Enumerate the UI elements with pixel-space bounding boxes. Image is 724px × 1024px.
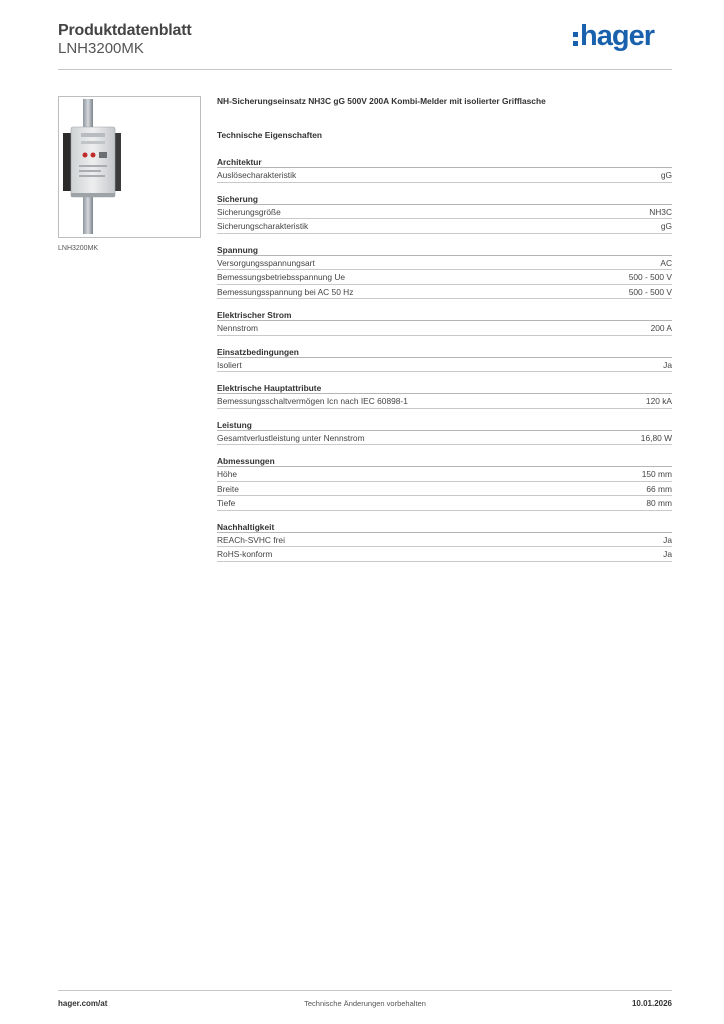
property-row <box>217 256 672 271</box>
product-description: NH-Sicherungseinsatz NH3C gG 500V 200A Kombi-Melder mit isolierter Grifflasche <box>217 96 546 106</box>
section-einsatzbedingungen <box>217 346 672 373</box>
property-value: Ja <box>663 359 672 370</box>
property-value: 200 A <box>650 323 672 333</box>
section-elektrischer-strom <box>217 309 672 336</box>
section-elektrische-hauptattribute <box>217 382 672 409</box>
property-row <box>217 168 672 183</box>
property-value: Ja <box>663 534 672 545</box>
section-abmessungen <box>217 455 672 511</box>
property-label: Auslösecharakteristik <box>217 170 297 180</box>
product-image <box>58 96 201 238</box>
product-number: LNH3200MK <box>58 40 144 57</box>
section-leistung <box>217 419 672 446</box>
property-value: 500 - 500 V <box>628 286 672 297</box>
technical-properties-heading: Technische Eigenschaften <box>217 130 323 140</box>
property-label: Isoliert <box>217 359 242 370</box>
section-title: Nachhaltigkeit <box>217 521 672 533</box>
page-footer <box>58 990 672 1010</box>
property-label: Sicherungsgröße <box>217 206 281 217</box>
fuse-illustration-icon <box>59 97 200 237</box>
footer-date: 10.01.2026 <box>631 999 672 1008</box>
property-value: NH3C <box>649 206 672 217</box>
property-row <box>217 285 672 300</box>
property-value: 500 - 500 V <box>628 272 672 282</box>
property-row <box>217 467 672 482</box>
property-row <box>217 270 672 285</box>
footer-website: hager.com/at <box>58 999 108 1008</box>
property-row <box>217 358 672 373</box>
property-row <box>217 547 672 562</box>
product-details <box>217 96 672 572</box>
section-title: Elektrischer Strom <box>217 309 672 321</box>
property-row <box>217 533 672 548</box>
property-label: Sicherungscharakteristik <box>217 221 309 231</box>
property-label: Nennstrom <box>217 323 258 333</box>
property-label: REACh-SVHC frei <box>217 534 285 545</box>
section-title: Elektrische Hauptattribute <box>217 382 672 394</box>
property-row <box>217 205 672 220</box>
footer-disclaimer: Technische Änderungen vorbehalten <box>304 999 426 1008</box>
image-caption: LNH3200MK <box>58 245 99 252</box>
property-row <box>217 482 672 497</box>
section-nachhaltigkeit <box>217 521 672 562</box>
property-label: Höhe <box>217 469 238 479</box>
property-row <box>217 431 672 446</box>
property-row <box>217 321 672 336</box>
property-label: Bemessungsschaltvermögen Icn nach IEC 60898-1 <box>217 396 408 406</box>
property-label: Gesamtverlustleistung unter Nennstrom <box>217 432 365 443</box>
section-title: Abmessungen <box>217 455 672 467</box>
property-value: 120 kA <box>645 396 672 406</box>
section-title: Leistung <box>217 419 672 431</box>
property-row <box>217 394 672 409</box>
property-label: RoHS-konform <box>217 549 273 559</box>
property-label: Bemessungsbetriebsspannung Ue <box>217 272 346 282</box>
section-title: Architektur <box>217 156 672 168</box>
property-value: 16,80 W <box>640 432 672 443</box>
section-title: Einsatzbedingungen <box>217 346 672 358</box>
property-value: Ja <box>663 549 672 559</box>
property-value: AC <box>660 257 672 268</box>
property-row <box>217 219 672 234</box>
section-spannung <box>217 244 672 300</box>
property-value: 80 mm <box>646 498 672 508</box>
property-value: gG <box>660 221 672 231</box>
hager-logo <box>573 20 654 53</box>
logo-dots-icon <box>573 32 578 46</box>
section-title: Spannung <box>217 244 672 256</box>
property-value: gG <box>660 170 672 180</box>
section-title: Sicherung <box>217 193 672 205</box>
section-architektur <box>217 156 672 183</box>
property-row <box>217 496 672 511</box>
property-label: Bemessungsspannung bei AC 50 Hz <box>217 286 354 297</box>
page-header <box>58 20 672 70</box>
document-title: Produktdatenblatt <box>58 22 192 39</box>
property-value: 150 mm <box>641 469 672 479</box>
section-sicherung <box>217 193 672 234</box>
property-value: 66 mm <box>646 483 672 494</box>
property-label: Tiefe <box>217 498 236 508</box>
property-label: Breite <box>217 483 239 494</box>
property-label: Versorgungsspannungsart <box>217 257 315 268</box>
logo-text: hager <box>580 20 654 52</box>
